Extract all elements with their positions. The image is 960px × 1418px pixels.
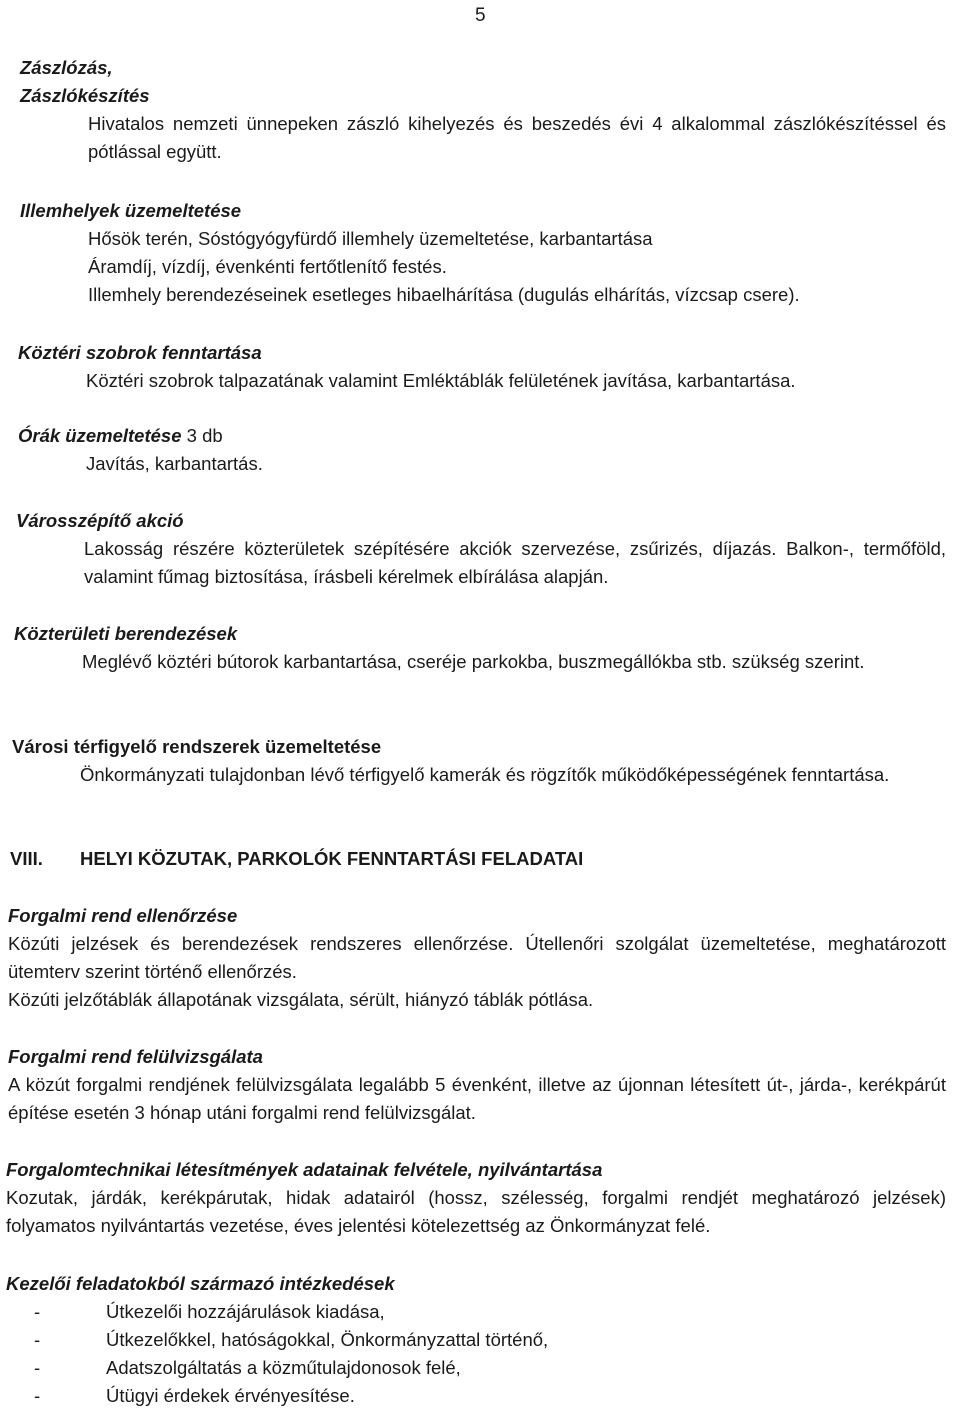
dash-icon: - <box>34 1357 41 1378</box>
list-item-text: Útkezelői hozzájárulások kiadása, <box>106 1301 385 1322</box>
list-item-text: Adatszolgáltatás a közműtulajdonosok felé, <box>106 1357 461 1378</box>
section-varosszepito <box>16 507 960 591</box>
section-text: Közúti jelzőtáblák állapotának vizsgálata, sérült, hiányzó táblák pótlása. <box>8 989 594 1010</box>
chapter-heading <box>10 845 960 873</box>
section-title: Forgalmi rend felülvizsgálata <box>8 1046 263 1067</box>
section-forgalmi-ellenorzes <box>8 902 960 1014</box>
section-title: Közterületi berendezések <box>14 623 238 644</box>
list-item-text: Útügyi érdekek érvényesítése. <box>106 1385 355 1406</box>
chapter-row <box>10 845 946 873</box>
page-number: 5 <box>475 5 486 26</box>
dash-icon: - <box>34 1385 41 1406</box>
section-title: Forgalmi rend ellenőrzése <box>8 905 238 926</box>
section-title: Városi térfigyelő rendszerek üzemeltetése <box>12 736 382 757</box>
section-title: Városszépítő akció <box>16 510 184 531</box>
dash-icon: - <box>34 1301 41 1322</box>
section-text: Közúti jelzések és berendezések rendszeres ellenőrzése. Útellenőri szolgálat üzemeltetése, meghatározott ütemterv szerint történő ellenőrzés. <box>8 933 946 982</box>
section-text: Kozutak, járdák, kerékpárutak, hidak adatairól (hossz, szélesség, forgalmi rendjét meghatározó jelzések) folyamatos nyilvántartás vezetése, éves jelentési kötelezettség az Önkormányzat felé. <box>6 1187 946 1236</box>
section-title: Kezelői feladatokból származó intézkedések <box>6 1273 395 1294</box>
section-forgalmi-felulvizsgalat <box>8 1043 960 1127</box>
section-text: A közút forgalmi rendjének felülvizsgálata legalább 5 évenként, illetve az újonnan létesített út-, járda-, kerékpárút építése esetén 3 hónap utáni forgalmi rend felülvizsgálat. <box>8 1074 946 1123</box>
section-zaszlozas <box>20 54 960 166</box>
section-kozteruleti <box>14 620 960 676</box>
section-text: Áramdíj, vízdíj, évenkénti fertőtlenítő festés. <box>88 256 447 277</box>
section-kezeloi <box>6 1270 960 1410</box>
section-title-row <box>18 422 946 450</box>
section-text: Lakosság részére közterületek szépítésére akciók szervezése, zsűrizés, díjazás. Balkon-, termőföld, valamint fűmag biztosítása, írásbeli kérelmek elbírálása alapján. <box>84 538 946 587</box>
section-title: Köztéri szobrok fenntartása <box>18 342 262 363</box>
section-text: Illemhely berendezéseinek esetleges hibaelhárítása (dugulás elhárítás, vízcsap csere). <box>88 284 800 305</box>
list-item <box>34 1326 946 1354</box>
section-title: Órák üzemeltetése <box>18 425 182 446</box>
chapter-number: VIII. <box>10 848 43 869</box>
section-text: Meglévő köztéri bútorok karbantartása, cseréje parkokba, buszmegállókba stb. szükség szerint. <box>82 651 865 672</box>
section-orak <box>18 422 960 478</box>
section-text: Javítás, karbantartás. <box>86 453 263 474</box>
section-title-suffix: 3 db <box>181 425 223 446</box>
section-text: Hősök terén, Sóstógyógyfürdő illemhely üzemeltetése, karbantartása <box>88 228 653 249</box>
section-illemhelyek <box>20 197 960 309</box>
section-terfigyelo <box>12 733 960 789</box>
section-title: Zászlókészítés <box>20 85 150 106</box>
section-title: Illemhelyek üzemeltetése <box>20 200 242 221</box>
section-text: Köztéri szobrok talpazatának valamint Emléktáblák felületének javítása, karbantartása. <box>86 370 796 391</box>
section-text: Önkormányzati tulajdonban lévő térfigyelő kamerák és rögzítők működőképességének fenntartása. <box>80 764 890 785</box>
dash-icon: - <box>34 1329 41 1350</box>
chapter-title: HELYI KÖZUTAK, PARKOLÓK FENNTARTÁSI FELADATAI <box>80 848 584 869</box>
section-forgalomtechnikai <box>6 1156 960 1240</box>
list-item-text: Útkezelőkkel, hatóságokkal, Önkormányzattal történő, <box>106 1329 549 1350</box>
section-text: Hivatalos nemzeti ünnepeken zászló kihelyezés és beszedés évi 4 alkalommal zászlókészítéssel és pótlással együtt. <box>88 113 946 162</box>
task-list <box>6 1298 946 1410</box>
list-item <box>34 1298 946 1326</box>
list-item <box>34 1382 946 1410</box>
list-item <box>34 1354 946 1382</box>
section-szobrok <box>18 339 960 395</box>
section-title: Forgalomtechnikai létesítmények adatainak felvétele, nyilvántartása <box>6 1159 603 1180</box>
section-title: Zászlózás, <box>20 57 113 78</box>
